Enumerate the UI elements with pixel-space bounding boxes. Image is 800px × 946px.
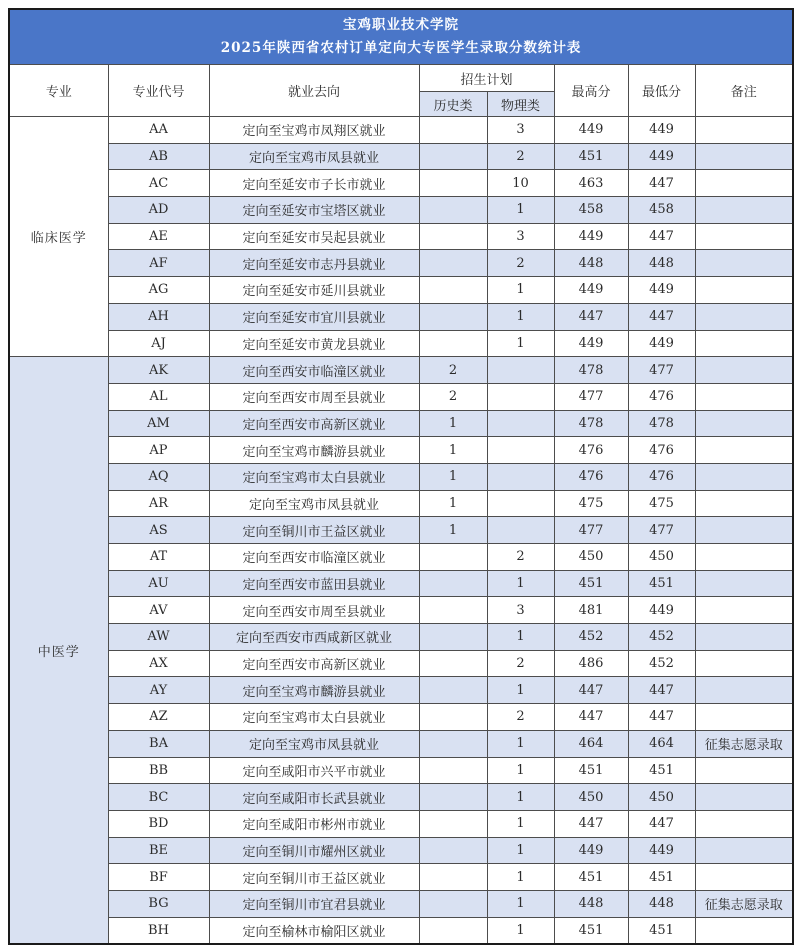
cell-history — [419, 277, 487, 304]
cell-max: 449 — [554, 277, 628, 304]
cell-destination: 定向至延安市延川县就业 — [209, 277, 419, 304]
table-body — [9, 117, 793, 944]
cell-physics — [487, 490, 554, 517]
table-row — [9, 730, 793, 757]
cell-min: 477 — [628, 517, 695, 544]
cell-max: 451 — [554, 864, 628, 891]
cell-max: 486 — [554, 650, 628, 677]
cell-max: 478 — [554, 357, 628, 384]
cell-history — [419, 197, 487, 224]
table-row — [9, 383, 793, 410]
cell-destination: 定向至宝鸡市凤翔区就业 — [209, 117, 419, 144]
cell-destination: 定向至西安市高新区就业 — [209, 650, 419, 677]
header-row-1 — [9, 65, 793, 92]
cell-physics: 1 — [487, 197, 554, 224]
cell-history — [419, 624, 487, 651]
cell-code: AR — [108, 490, 209, 517]
table-row — [9, 517, 793, 544]
cell-physics: 1 — [487, 890, 554, 917]
cell-max: 476 — [554, 463, 628, 490]
cell-min: 449 — [628, 277, 695, 304]
cell-destination: 定向至延安市志丹县就业 — [209, 250, 419, 277]
cell-physics: 2 — [487, 650, 554, 677]
cell-remark — [695, 677, 793, 704]
table-row — [9, 437, 793, 464]
cell-destination: 定向至咸阳市长武县就业 — [209, 784, 419, 811]
cell-code: AQ — [108, 463, 209, 490]
table-row — [9, 890, 793, 917]
cell-physics: 2 — [487, 544, 554, 571]
table-row — [9, 410, 793, 437]
cell-max: 476 — [554, 437, 628, 464]
cell-code: AP — [108, 437, 209, 464]
cell-history — [419, 117, 487, 144]
cell-min: 449 — [628, 143, 695, 170]
cell-physics: 1 — [487, 917, 554, 944]
cell-destination: 定向至咸阳市彬州市就业 — [209, 810, 419, 837]
cell-max: 447 — [554, 677, 628, 704]
cell-history: 2 — [419, 383, 487, 410]
cell-physics: 1 — [487, 303, 554, 330]
cell-remark — [695, 864, 793, 891]
cell-code: BG — [108, 890, 209, 917]
cell-min: 447 — [628, 223, 695, 250]
table-row — [9, 117, 793, 144]
cell-max: 449 — [554, 837, 628, 864]
cell-destination: 定向至榆林市榆阳区就业 — [209, 917, 419, 944]
cell-remark — [695, 357, 793, 384]
cell-max: 452 — [554, 624, 628, 651]
cell-min: 452 — [628, 624, 695, 651]
cell-max: 447 — [554, 810, 628, 837]
cell-code: AD — [108, 197, 209, 224]
cell-remark — [695, 837, 793, 864]
cell-history: 1 — [419, 410, 487, 437]
cell-min: 447 — [628, 303, 695, 330]
cell-destination: 定向至宝鸡市凤县就业 — [209, 490, 419, 517]
table-row — [9, 463, 793, 490]
cell-max: 451 — [554, 757, 628, 784]
cell-remark — [695, 170, 793, 197]
cell-code: AX — [108, 650, 209, 677]
cell-physics: 3 — [487, 597, 554, 624]
cell-history — [419, 810, 487, 837]
cell-remark — [695, 143, 793, 170]
cell-history: 1 — [419, 490, 487, 517]
cell-physics: 1 — [487, 864, 554, 891]
cell-max: 450 — [554, 544, 628, 571]
cell-destination: 定向至延安市宝塔区就业 — [209, 197, 419, 224]
cell-min: 450 — [628, 544, 695, 571]
cell-remark — [695, 117, 793, 144]
cell-max: 477 — [554, 517, 628, 544]
cell-remark — [695, 277, 793, 304]
cell-max: 449 — [554, 330, 628, 357]
table-row — [9, 357, 793, 384]
table-row — [9, 864, 793, 891]
cell-remark — [695, 597, 793, 624]
cell-max: 475 — [554, 490, 628, 517]
cell-min: 476 — [628, 463, 695, 490]
cell-history — [419, 330, 487, 357]
table-row — [9, 757, 793, 784]
cell-physics: 3 — [487, 223, 554, 250]
cell-min: 477 — [628, 357, 695, 384]
cell-max: 447 — [554, 303, 628, 330]
cell-destination: 定向至西安市周至县就业 — [209, 597, 419, 624]
col-header-destination: 就业去向 — [209, 65, 419, 117]
cell-physics — [487, 517, 554, 544]
cell-destination: 定向至西安市临潼区就业 — [209, 544, 419, 571]
cell-min: 475 — [628, 490, 695, 517]
table-row — [9, 303, 793, 330]
cell-destination: 定向至铜川市王益区就业 — [209, 864, 419, 891]
cell-remark — [695, 303, 793, 330]
cell-history — [419, 730, 487, 757]
cell-remark — [695, 330, 793, 357]
table-row — [9, 223, 793, 250]
cell-history — [419, 704, 487, 731]
cell-code: AK — [108, 357, 209, 384]
cell-physics — [487, 437, 554, 464]
cell-destination: 定向至咸阳市兴平市就业 — [209, 757, 419, 784]
cell-min: 447 — [628, 704, 695, 731]
cell-physics: 1 — [487, 837, 554, 864]
cell-history — [419, 650, 487, 677]
cell-history: 1 — [419, 517, 487, 544]
table-row — [9, 490, 793, 517]
cell-remark — [695, 917, 793, 944]
cell-min: 478 — [628, 410, 695, 437]
cell-physics: 2 — [487, 704, 554, 731]
cell-code: BB — [108, 757, 209, 784]
major-cell: 中医学 — [9, 357, 108, 944]
cell-code: BA — [108, 730, 209, 757]
cell-min: 449 — [628, 597, 695, 624]
col-header-physics: 物理类 — [487, 92, 554, 117]
cell-remark — [695, 570, 793, 597]
cell-code: AA — [108, 117, 209, 144]
cell-history — [419, 597, 487, 624]
cell-physics: 1 — [487, 277, 554, 304]
cell-max: 481 — [554, 597, 628, 624]
cell-min: 447 — [628, 677, 695, 704]
cell-physics: 3 — [487, 117, 554, 144]
cell-max: 478 — [554, 410, 628, 437]
cell-max: 451 — [554, 570, 628, 597]
cell-code: AY — [108, 677, 209, 704]
cell-destination: 定向至延安市吴起县就业 — [209, 223, 419, 250]
cell-destination: 定向至西安市周至县就业 — [209, 383, 419, 410]
cell-history — [419, 303, 487, 330]
cell-remark — [695, 810, 793, 837]
cell-remark — [695, 437, 793, 464]
cell-max: 463 — [554, 170, 628, 197]
table-row — [9, 570, 793, 597]
cell-max: 458 — [554, 197, 628, 224]
cell-code: AL — [108, 383, 209, 410]
cell-history — [419, 250, 487, 277]
cell-remark — [695, 784, 793, 811]
cell-physics: 1 — [487, 730, 554, 757]
cell-min: 449 — [628, 117, 695, 144]
cell-physics: 10 — [487, 170, 554, 197]
cell-remark: 征集志愿录取 — [695, 890, 793, 917]
cell-code: BC — [108, 784, 209, 811]
cell-min: 449 — [628, 837, 695, 864]
cell-code: AZ — [108, 704, 209, 731]
cell-max: 448 — [554, 250, 628, 277]
cell-remark — [695, 250, 793, 277]
table-row — [9, 677, 793, 704]
cell-code: AV — [108, 597, 209, 624]
cell-destination: 定向至宝鸡市凤县就业 — [209, 143, 419, 170]
cell-destination: 定向至宝鸡市凤县就业 — [209, 730, 419, 757]
cell-history — [419, 890, 487, 917]
cell-remark: 征集志愿录取 — [695, 730, 793, 757]
cell-code: AJ — [108, 330, 209, 357]
cell-remark — [695, 624, 793, 651]
table-subtitle: 2025年陕西省农村订单定向大专医学生录取分数统计表 — [220, 40, 582, 56]
cell-history — [419, 143, 487, 170]
cell-remark — [695, 223, 793, 250]
cell-physics: 1 — [487, 757, 554, 784]
table-row — [9, 784, 793, 811]
col-header-code: 专业代号 — [108, 65, 209, 117]
admission-scores-table — [8, 8, 794, 945]
cell-physics: 1 — [487, 570, 554, 597]
table-row — [9, 917, 793, 944]
cell-max: 450 — [554, 784, 628, 811]
cell-remark — [695, 704, 793, 731]
cell-code: AM — [108, 410, 209, 437]
cell-history — [419, 784, 487, 811]
col-header-history: 历史类 — [419, 92, 487, 117]
cell-history: 1 — [419, 437, 487, 464]
table-row — [9, 704, 793, 731]
cell-min: 451 — [628, 570, 695, 597]
banner-row — [9, 9, 793, 65]
cell-physics: 1 — [487, 784, 554, 811]
cell-code: AB — [108, 143, 209, 170]
cell-min: 464 — [628, 730, 695, 757]
cell-history: 2 — [419, 357, 487, 384]
cell-code: AF — [108, 250, 209, 277]
cell-destination: 定向至宝鸡市太白县就业 — [209, 463, 419, 490]
cell-min: 448 — [628, 250, 695, 277]
cell-remark — [695, 517, 793, 544]
cell-code: AH — [108, 303, 209, 330]
cell-destination: 定向至西安市高新区就业 — [209, 410, 419, 437]
cell-code: BE — [108, 837, 209, 864]
cell-code: AW — [108, 624, 209, 651]
col-header-major: 专业 — [9, 65, 108, 117]
cell-destination: 定向至宝鸡市麟游县就业 — [209, 437, 419, 464]
cell-history — [419, 917, 487, 944]
cell-min: 476 — [628, 383, 695, 410]
cell-remark — [695, 383, 793, 410]
cell-destination: 定向至西安市临潼区就业 — [209, 357, 419, 384]
cell-max: 477 — [554, 383, 628, 410]
cell-min: 449 — [628, 330, 695, 357]
cell-destination: 定向至铜川市王益区就业 — [209, 517, 419, 544]
cell-code: AE — [108, 223, 209, 250]
cell-max: 447 — [554, 704, 628, 731]
cell-history — [419, 677, 487, 704]
table-row — [9, 810, 793, 837]
cell-remark — [695, 463, 793, 490]
cell-max: 448 — [554, 890, 628, 917]
cell-physics — [487, 357, 554, 384]
table-row — [9, 197, 793, 224]
cell-destination: 定向至延安市子长市就业 — [209, 170, 419, 197]
col-header-plan-group: 招生计划 — [419, 65, 554, 92]
cell-destination: 定向至延安市宜川县就业 — [209, 303, 419, 330]
cell-physics: 1 — [487, 810, 554, 837]
cell-history — [419, 757, 487, 784]
cell-history — [419, 223, 487, 250]
cell-physics: 1 — [487, 677, 554, 704]
table-row — [9, 650, 793, 677]
table-title-banner — [9, 9, 793, 65]
cell-min: 451 — [628, 757, 695, 784]
cell-code: AU — [108, 570, 209, 597]
cell-remark — [695, 490, 793, 517]
cell-physics — [487, 383, 554, 410]
table-row — [9, 544, 793, 571]
cell-physics: 1 — [487, 624, 554, 651]
cell-destination: 定向至延安市黄龙县就业 — [209, 330, 419, 357]
cell-max: 451 — [554, 143, 628, 170]
cell-remark — [695, 757, 793, 784]
cell-destination: 定向至宝鸡市麟游县就业 — [209, 677, 419, 704]
cell-physics — [487, 463, 554, 490]
cell-destination: 定向至铜川市耀州区就业 — [209, 837, 419, 864]
col-header-min-score: 最低分 — [628, 65, 695, 117]
major-cell: 临床医学 — [9, 117, 108, 357]
cell-history — [419, 544, 487, 571]
cell-physics — [487, 410, 554, 437]
college-name: 宝鸡职业技术学院 — [343, 17, 460, 34]
table-row — [9, 837, 793, 864]
cell-code: BD — [108, 810, 209, 837]
cell-code: AS — [108, 517, 209, 544]
cell-code: BH — [108, 917, 209, 944]
cell-max: 464 — [554, 730, 628, 757]
cell-destination: 定向至宝鸡市太白县就业 — [209, 704, 419, 731]
cell-max: 449 — [554, 223, 628, 250]
cell-min: 476 — [628, 437, 695, 464]
col-header-remark: 备注 — [695, 65, 793, 117]
col-header-max-score: 最高分 — [554, 65, 628, 117]
cell-remark — [695, 544, 793, 571]
cell-min: 447 — [628, 170, 695, 197]
cell-code: AG — [108, 277, 209, 304]
cell-destination: 定向至西安市西咸新区就业 — [209, 624, 419, 651]
cell-min: 450 — [628, 784, 695, 811]
cell-history — [419, 570, 487, 597]
cell-code: AC — [108, 170, 209, 197]
cell-min: 451 — [628, 864, 695, 891]
table-row — [9, 597, 793, 624]
cell-min: 448 — [628, 890, 695, 917]
table-row — [9, 170, 793, 197]
cell-physics: 2 — [487, 143, 554, 170]
table-row — [9, 330, 793, 357]
cell-history — [419, 864, 487, 891]
cell-remark — [695, 410, 793, 437]
cell-physics: 2 — [487, 250, 554, 277]
cell-history — [419, 837, 487, 864]
cell-history: 1 — [419, 463, 487, 490]
cell-code: AT — [108, 544, 209, 571]
cell-min: 452 — [628, 650, 695, 677]
cell-max: 451 — [554, 917, 628, 944]
cell-history — [419, 170, 487, 197]
cell-min: 447 — [628, 810, 695, 837]
cell-remark — [695, 650, 793, 677]
cell-physics: 1 — [487, 330, 554, 357]
table-row — [9, 250, 793, 277]
table-row — [9, 143, 793, 170]
cell-destination: 定向至西安市蓝田县就业 — [209, 570, 419, 597]
table-row — [9, 624, 793, 651]
cell-min: 451 — [628, 917, 695, 944]
cell-code: BF — [108, 864, 209, 891]
cell-max: 449 — [554, 117, 628, 144]
cell-destination: 定向至铜川市宜君县就业 — [209, 890, 419, 917]
cell-remark — [695, 197, 793, 224]
table-row — [9, 277, 793, 304]
cell-min: 458 — [628, 197, 695, 224]
